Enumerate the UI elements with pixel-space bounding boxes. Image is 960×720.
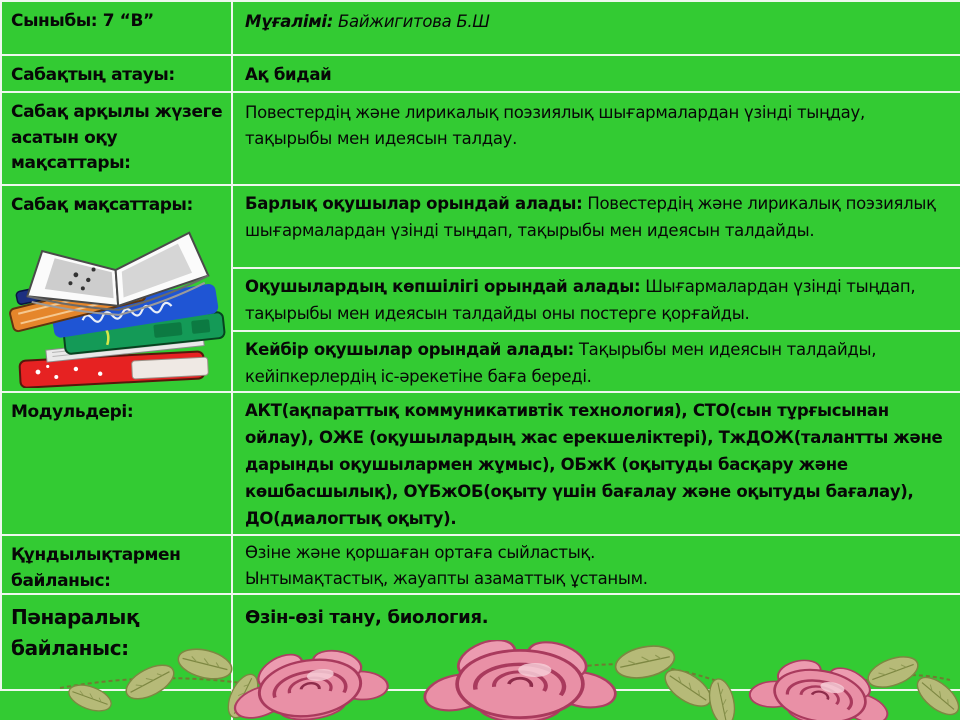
- table-row: [2, 536, 960, 595]
- teacher-cell: [233, 2, 960, 54]
- values-line: Өзіне және қоршаған ортаға сыйластық.: [245, 543, 596, 562]
- values-link-cell: [233, 536, 960, 593]
- table-row: [2, 56, 960, 93]
- lesson-goals-cell: [2, 186, 233, 391]
- modules-value: АКТ(ақпараттық коммуникативтік технология), СТО(сын тұрғысынан ойлау), ОЖЕ (оқушылардың жас ерекшеліктері), ТжДОЖ(талантты және дарынды оқушылармен жұмыс), ОБжК (оқытуды басқару және көшбасшылық), ОҮБжОБ(оқыту үшін бағалау және оқытуды бағалау), ДО(диалогтық оқыту).: [245, 401, 943, 528]
- teacher-name: Байжигитова Б.Ш: [333, 12, 490, 31]
- objective-text: Повестердің және лирикалық поэзиялық шығармалардан үзінді тыңдап, тақырыбы мен идеясын талдайды.: [245, 194, 936, 240]
- modules-label: Модульдері:: [2, 393, 233, 534]
- table-row: [2, 186, 960, 393]
- learning-objectives-label: Сабақ арқылы жүзеге асатын оқу мақсаттары:: [2, 93, 233, 184]
- table-row: [2, 93, 960, 186]
- objective-text: Тақырыбы мен идеясын талдайды, кейіпкерлердің іс-әрекетіне баға береді.: [245, 340, 877, 386]
- objective-some-students: [233, 332, 960, 389]
- objective-lead: Кейбір оқушылар орындай алады:: [245, 340, 574, 359]
- lesson-title-value: Ақ бидай: [245, 65, 332, 84]
- objective-lead: Барлық оқушылар орындай алады:: [245, 194, 583, 213]
- cross-subject-label: Пәнаралық байланыс:: [2, 595, 233, 689]
- class-label: Сыныбы: 7 “В”: [2, 2, 233, 54]
- cross-subject-value: Өзін-өзі тану, биология.: [245, 607, 489, 628]
- objective-most-students: [233, 269, 960, 332]
- values-line: Ынтымақтастық, жауапты азаматтық ұстаным.: [245, 569, 648, 588]
- pink-rose-garland: [0, 640, 960, 720]
- objective-text: Шығармалардан үзінді тыңдап, тақырыбы мен идеясын талдайды оны постерге қорғайды.: [245, 277, 916, 323]
- teacher-label: Мұғалімі:: [245, 12, 334, 31]
- table-row: [2, 393, 960, 536]
- objective-lead: Оқушылардың көпшілігі орындай алады:: [245, 277, 641, 296]
- values-link-label: Құндылықтармен байланыс:: [2, 536, 233, 593]
- objective-all-students: [233, 186, 960, 269]
- lesson-title-label: Сабақтың атауы:: [2, 56, 233, 91]
- objectives-subcolumn: [233, 186, 960, 391]
- learning-objectives-value: Повестердің және лирикалық поэзиялық шығармалардан үзінді тыңдау, тақырыбы мен идеясын талдау.: [245, 103, 865, 149]
- books-stack-icon: [4, 220, 229, 388]
- table-row: [2, 2, 960, 56]
- lesson-goals-label: Сабақ мақсаттары:: [11, 195, 193, 215]
